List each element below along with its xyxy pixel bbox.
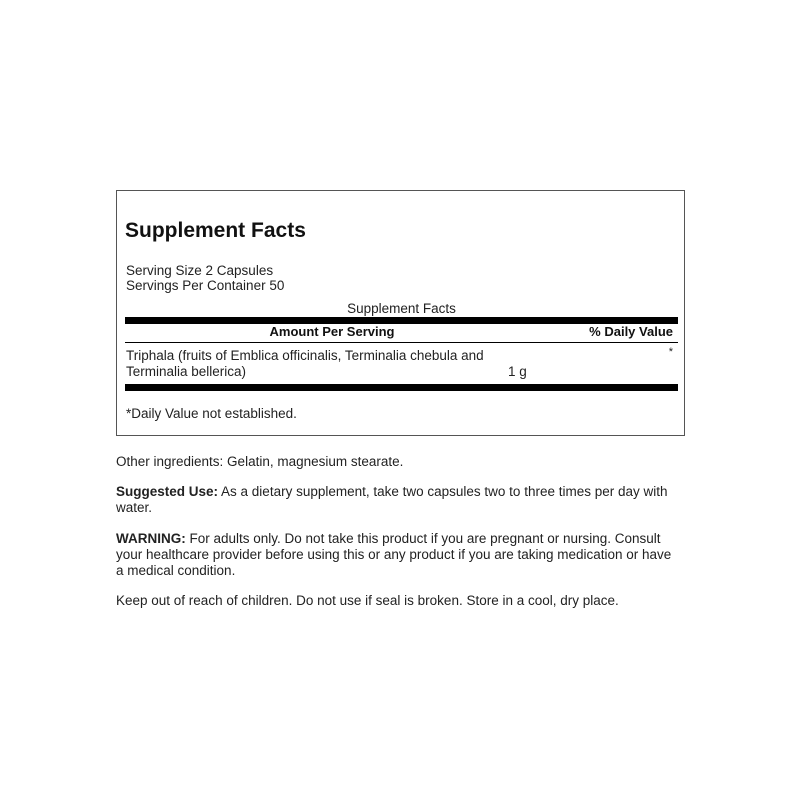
column-header-amount: Amount Per Serving bbox=[269, 324, 395, 339]
ingredient-name-line1: Triphala (fruits of Emblica officinalis, Terminalia chebula and bbox=[126, 348, 484, 363]
column-header-daily-value: % Daily Value bbox=[589, 324, 673, 339]
header-divider-thick bbox=[125, 317, 678, 324]
facts-title: Supplement Facts bbox=[125, 219, 306, 242]
header-divider-thin bbox=[125, 342, 678, 343]
daily-value-footnote: *Daily Value not established. bbox=[126, 406, 297, 421]
ingredient-amount: 1 g bbox=[508, 364, 527, 379]
warning bbox=[116, 531, 676, 579]
ingredient-daily-value: * bbox=[668, 346, 673, 358]
ingredient-name-line2: Terminalia bellerica) bbox=[126, 364, 247, 379]
serving-size: Serving Size 2 Capsules bbox=[126, 263, 274, 278]
footer-divider-thick bbox=[125, 384, 678, 391]
supplement-facts-panel bbox=[116, 190, 685, 436]
warning-label: WARNING: bbox=[116, 531, 186, 546]
storage-instructions: Keep out of reach of children. Do not use if seal is broken. Store in a cool, dry place. bbox=[116, 593, 619, 608]
suggested-use bbox=[116, 484, 676, 516]
suggested-use-label: Suggested Use: bbox=[116, 484, 219, 499]
other-ingredients: Other ingredients: Gelatin, magnesium stearate. bbox=[116, 454, 404, 469]
suggested-use-text: As a dietary supplement, take two capsules two to three times per day with water. bbox=[116, 484, 668, 515]
servings-per-container: Servings Per Container 50 bbox=[126, 278, 285, 293]
table-caption: Supplement Facts bbox=[347, 301, 456, 316]
warning-text: For adults only. Do not take this product if you are pregnant or nursing. Consult your healthcare provider before using this or any product if you are taking medication or have a medical condition. bbox=[116, 531, 672, 578]
